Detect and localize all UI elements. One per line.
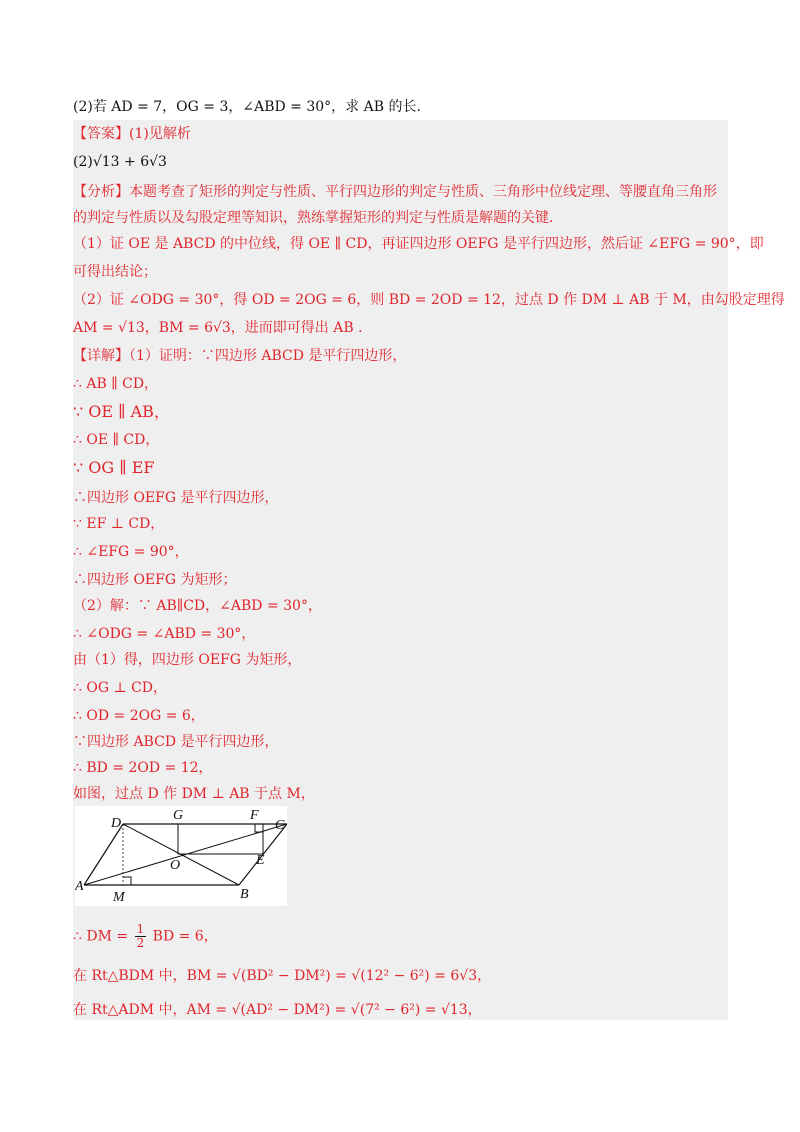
answer-part1: (1)见解析 — [129, 126, 191, 142]
detail-line-2: ∴ AB ∥ CD， — [73, 376, 159, 392]
label-F: F — [250, 808, 259, 823]
detail-line-8: ∴ ∠EFG = 90°， — [73, 544, 189, 560]
label-M: M — [113, 890, 125, 905]
answer-line — [73, 124, 191, 144]
detail-line-16: ∴ BD = 2OD = 12， — [73, 760, 213, 776]
detail-line-9: ∴四边形 OEFG 为矩形； — [73, 572, 237, 588]
detail-line-20: 在 Rt△ADM 中，AM = √(AD² − DM²) = √(7² − 6²) = √13， — [73, 1002, 482, 1018]
analysis-line-6: AM = √13，BM = 6√3，进而即可得出 AB . — [73, 320, 363, 336]
analysis-line-5: （2）证 ∠ODG = 30°，得 OD = 2OG = 6，则 BD = 2OD = 12，过点 D 作 DM ⊥ AB 于 M，由勾股定理得 — [73, 292, 785, 308]
analysis-line-2: 的判定与性质以及勾股定理等知识，熟练掌握矩形的判定与性质是解题的关键. — [73, 210, 554, 226]
question-text: (2)若 AD = 7，OG = 3，∠ABD = 30°，求 AB 的长. — [73, 99, 421, 115]
label-B: B — [240, 887, 249, 902]
geometry-figure — [75, 806, 287, 906]
detail-line-3: ∵ OE ∥ AB， — [73, 402, 170, 421]
fraction-half — [135, 923, 147, 950]
detail-line-12: 由（1）得，四边形 OEFG 为矩形， — [73, 652, 302, 668]
label-C: C — [275, 818, 285, 833]
analysis-text-1: 本题考查了矩形的判定与性质、平行四边形的判定与性质、三角形中位线定理、等腰直角三角形 — [129, 184, 717, 200]
detail-line-18 — [73, 923, 218, 950]
detail-line-13: ∴ OG ⊥ CD， — [73, 680, 168, 696]
label-E: E — [256, 853, 265, 868]
answer-tag: 【答案】 — [73, 126, 129, 142]
analysis-line-1 — [73, 182, 717, 202]
detail-line-7: ∵ EF ⊥ CD， — [73, 516, 165, 532]
detail-line-5: ∵ OG ∥ EF — [73, 458, 155, 477]
label-D: D — [111, 816, 122, 831]
analysis-line-3: （1）证 OE 是 ABCD 的中位线，得 OE ∥ CD，再证四边形 OEFG 是平行四边形，然后证 ∠EFG = 90°，即 — [73, 236, 764, 252]
label-G: G — [173, 808, 184, 823]
dm-prefix: ∴ DM = — [73, 928, 129, 945]
detail-line-1 — [73, 346, 406, 366]
detail-line-6: ∴四边形 OEFG 是平行四边形， — [73, 490, 279, 506]
detail-tag: 【详解】 — [73, 348, 129, 364]
detail-text-1: （1）证明：∵四边形 ABCD 是平行四边形， — [129, 348, 407, 364]
detail-line-10: （2）解：∵ AB∥CD，∠ABD = 30°， — [73, 598, 322, 614]
fraction-denominator: 2 — [136, 936, 145, 950]
answer-part2: (2)√13 + 6√3 — [73, 154, 167, 170]
detail-line-15: ∵四边形 ABCD 是平行四边形， — [73, 734, 279, 750]
parallelogram-diagram — [75, 806, 287, 906]
fraction-numerator: 1 — [136, 922, 145, 936]
dm-suffix: BD = 6， — [152, 928, 218, 945]
analysis-tag: 【分析】 — [73, 184, 129, 200]
detail-line-17: 如图，过点 D 作 DM ⊥ AB 于点 M， — [73, 786, 315, 802]
analysis-line-4: 可得出结论； — [73, 264, 157, 280]
detail-line-14: ∴ OD = 2OG = 6， — [73, 708, 205, 724]
detail-line-4: ∴ OE ∥ CD， — [73, 432, 160, 448]
detail-line-11: ∴ ∠ODG = ∠ABD = 30°， — [73, 626, 256, 642]
label-A: A — [75, 879, 84, 894]
label-O: O — [170, 858, 181, 873]
detail-line-19: 在 Rt△BDM 中，BM = √(BD² − DM²) = √(12² − 6²) = 6√3， — [73, 968, 492, 984]
